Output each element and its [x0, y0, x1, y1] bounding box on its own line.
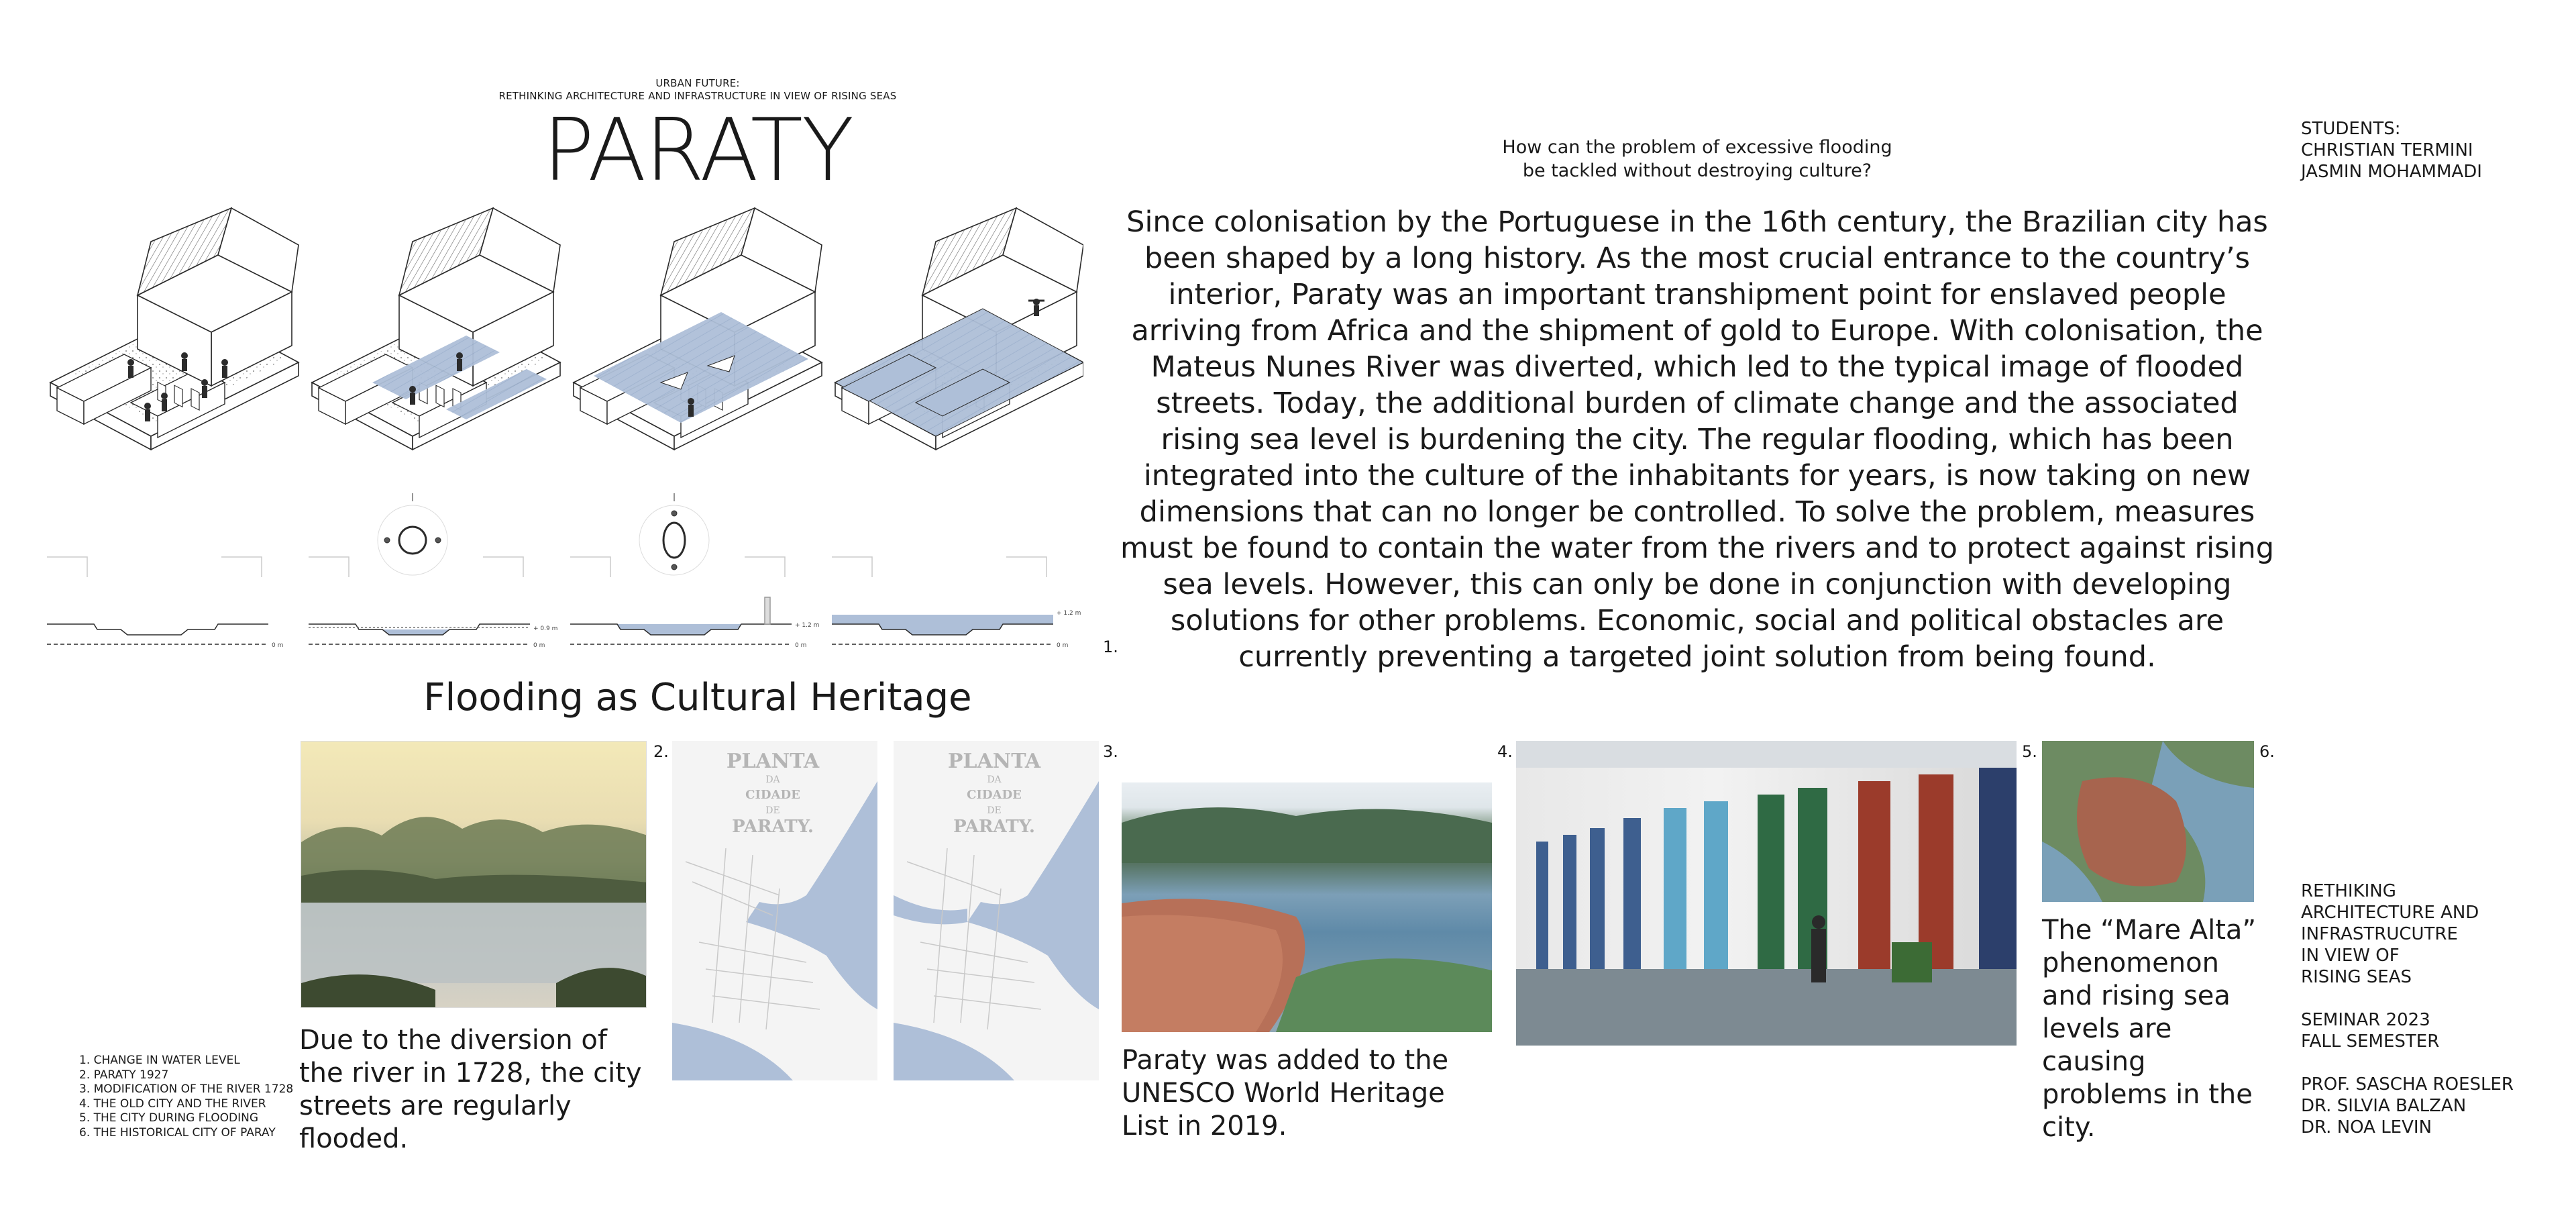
- poster-kicker: [470, 77, 926, 103]
- kicker-line-1: URBAN FUTURE:: [655, 77, 740, 89]
- map-title-line: PARATY.: [732, 817, 814, 837]
- course-title-block: [2301, 880, 2569, 988]
- historic-painting: [301, 741, 647, 1008]
- caption-painting: Due to the diversion of the river in 1728, the city streets are regularly flooded.: [299, 1025, 642, 1154]
- info-line: FALL SEMESTER: [2301, 1031, 2440, 1052]
- student-name: JASMIN MOHAMMADI: [2301, 162, 2482, 182]
- flooding-stages-drawings: [37, 201, 1083, 671]
- axo-stage-2: [312, 208, 560, 450]
- map-title-line: DE: [987, 805, 1002, 816]
- info-line: DR. SILVIA BALZAN: [2301, 1096, 2467, 1116]
- legend-item: 5. THE CITY DURING FLOODING: [79, 1111, 259, 1125]
- info-line: RISING SEAS: [2301, 967, 2412, 987]
- map-title-line: DA: [987, 774, 1002, 785]
- figure-number-4: 4.: [1497, 742, 1513, 761]
- map-title-line: CIDADE: [745, 788, 800, 802]
- seminar-block: [2301, 1009, 2569, 1052]
- course-info: [2301, 880, 2569, 1138]
- kicker-line-2: RETHINKING ARCHITECTURE AND INFRASTRUCTURE IN VIEW OF RISING SEAS: [498, 90, 897, 102]
- main-text: Since colonisation by the Portuguese in the 16th century, the Brazilian city has been shaped by a long history. As the most crucial entrance to the country’s interior, Paraty was an important transhipment point for enslaved people arriving from Africa and the shipment of gold to Europe. With colonisation, the Mateus Nunes River was diverted, which led to the typical image of flooded streets. Today, the additional burden of climate change and the associated rising sea level is burdening the city. The regular flooding, which has been integrated into the culture of the inhabitants for years, is now taking on new dimensions that can no longer be controlled. To solve the problem, measures must be found to contain the water from the rivers and to protect against rising sea levels. However, this can only be done in conjunction with developing solutions for other problems. Economic, social and political obstacles are currently preventing a targeted joint solution from being found.: [1120, 205, 2275, 674]
- compass-symbol: [378, 493, 447, 575]
- aerial-photo-paraty: [1122, 782, 1492, 1032]
- question-line-2: be tackled without destroying culture?: [1522, 160, 1872, 181]
- figure-legend: [79, 1054, 307, 1140]
- flooded-street-photo: [1516, 741, 2017, 1046]
- map-title-line: PLANTA: [947, 750, 1041, 773]
- section-level-label: 0 m: [533, 642, 545, 649]
- figure-number-2: 2.: [653, 742, 669, 761]
- section-stage-2: [309, 557, 530, 644]
- satellite-image-paraty: [2042, 741, 2254, 902]
- axo-stage-1: [50, 208, 299, 450]
- students-block: [2301, 118, 2569, 183]
- students-label: STUDENTS:: [2301, 119, 2401, 139]
- info-line: INFRASTRUCUTRE: [2301, 924, 2458, 944]
- info-line: ARCHITECTURE AND: [2301, 903, 2479, 923]
- info-line: IN VIEW OF: [2301, 946, 2400, 966]
- section-stage-1: [47, 557, 268, 644]
- compass-symbol: [639, 493, 709, 575]
- professors-block: [2301, 1074, 2569, 1138]
- axo-stage-3: [574, 208, 822, 450]
- student-name: CHRISTIAN TERMINI: [2301, 140, 2473, 160]
- info-line: SEMINAR 2023: [2301, 1010, 2430, 1030]
- figure-number-3: 3.: [1103, 742, 1118, 761]
- section-level-label: + 1.2 m: [1057, 610, 1081, 617]
- section-level-label: + 1.2 m: [795, 622, 820, 629]
- section-level-label: 0 m: [795, 642, 807, 649]
- section-level-label: 0 m: [272, 642, 284, 649]
- question-line-1: How can the problem of excessive flooding: [1502, 137, 1892, 158]
- legend-item: 2. PARATY 1927: [79, 1068, 169, 1082]
- section-level-label: + 0.9 m: [533, 625, 558, 632]
- figure-number-1: 1.: [1103, 638, 1118, 656]
- map-title-line: DE: [765, 805, 780, 816]
- legend-item: 1. CHANGE IN WATER LEVEL: [79, 1054, 240, 1067]
- legend-item: 6. THE HISTORICAL CITY OF PARAY: [79, 1125, 276, 1139]
- info-line: DR. NOA LEVIN: [2301, 1117, 2432, 1137]
- section-title: Flooding as Cultural Heritage: [423, 676, 972, 719]
- caption-aerial: Paraty was added to the UNESCO World Heritage List in 2019.: [1122, 1045, 1449, 1142]
- map-title-line: CIDADE: [967, 788, 1022, 802]
- legend-item: 3. MODIFICATION OF THE RIVER 1728: [79, 1082, 294, 1096]
- figure-number-6: 6.: [2259, 742, 2275, 761]
- research-question: [1476, 136, 1919, 183]
- poster-title: PARATY: [542, 101, 853, 201]
- legend-item: 4. THE OLD CITY AND THE RIVER: [79, 1097, 266, 1111]
- map-river-modification: [894, 741, 1099, 1080]
- info-line: PROF. SASCHA ROESLER: [2301, 1074, 2514, 1095]
- section-stage-4: [832, 557, 1053, 644]
- info-line: RETHIKING: [2301, 881, 2396, 901]
- section-level-label: 0 m: [1057, 642, 1069, 649]
- axo-stage-4: [835, 208, 1083, 450]
- caption-mare-alta: The “Mare Alta” phenomenon and rising sea levels are causing problems in the city.: [2042, 915, 2257, 1143]
- map-title-line: PARATY.: [953, 817, 1035, 837]
- map-title-line: DA: [765, 774, 780, 785]
- section-stage-3: [570, 557, 792, 644]
- map-paraty-1927: [672, 741, 877, 1080]
- map-title-line: PLANTA: [726, 750, 820, 773]
- figure-number-5: 5.: [2022, 742, 2037, 761]
